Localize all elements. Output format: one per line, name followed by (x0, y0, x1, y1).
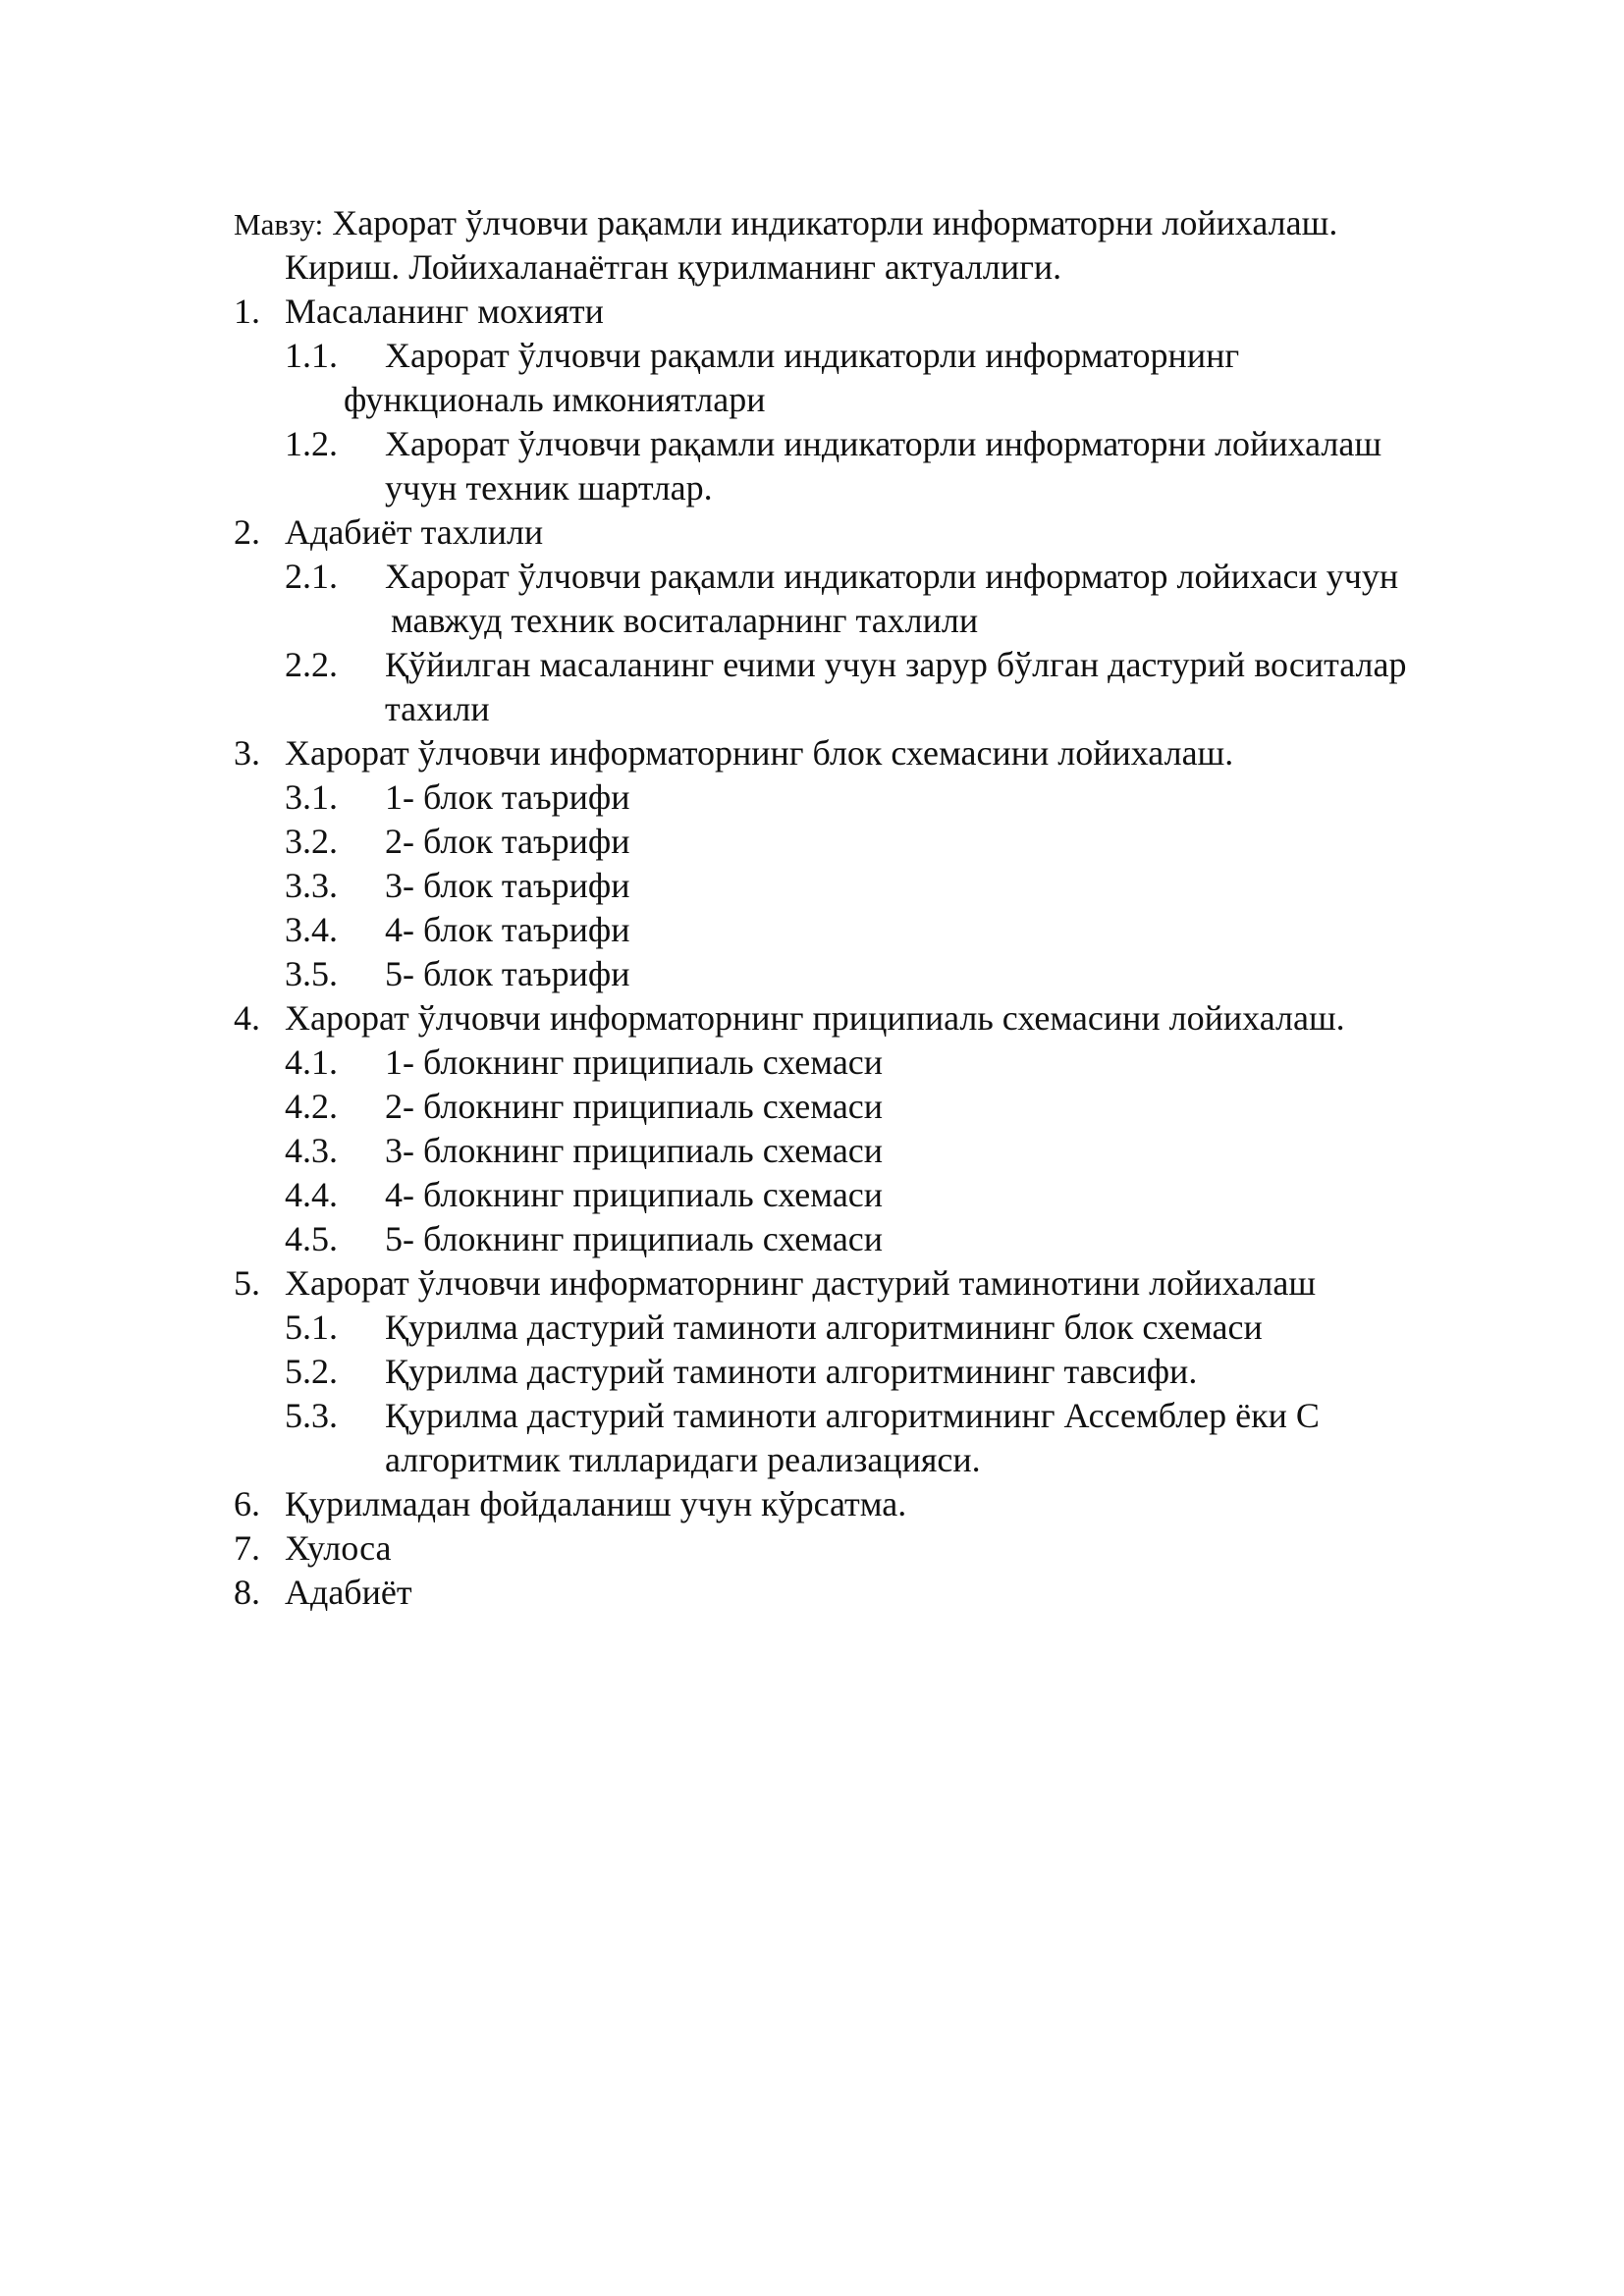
subsection-title: 4- блокнинг приципиаль схемаси (385, 1175, 884, 1214)
subsection-title: Қурилма дастурий таминоти алгоритмининг Ассемблер ёки С (385, 1396, 1320, 1435)
subsection-title: Харорат ўлчовчи рақамли индикаторли информаторни лойихалаш (385, 424, 1382, 463)
section-number: 7. (234, 1528, 260, 1568)
subsection-title: 1- блок таърифи (385, 777, 630, 817)
subsection-title: 4- блок таърифи (385, 910, 630, 949)
subsection-number: 4.2. (285, 1087, 338, 1126)
subsection-number: 3.1. (285, 777, 338, 817)
subsection-number: 2.1. (285, 557, 338, 596)
section-title: Харорат ўлчовчи информаторнинг дастурий таминотини лойихалаш (285, 1263, 1317, 1303)
subsection-number: 4.4. (285, 1175, 338, 1214)
topic-title: Харорат ўлчовчи рақамли индикаторли информаторни лойихалаш. (332, 203, 1338, 242)
section-number: 4. (234, 998, 260, 1038)
subsection-title: 3- блок таърифи (385, 866, 630, 905)
section-title: Адабиёт (285, 1573, 412, 1612)
section-number: 8. (234, 1573, 260, 1612)
subsection-title: Харорат ўлчовчи рақамли индикаторли информатор лойихаси учун (385, 557, 1399, 596)
subsection-number: 3.2. (285, 822, 338, 861)
subsection-title-continued: алгоритмик тилларидаги реализацияси. (385, 1440, 981, 1479)
intro-line: Кириш. Лойихаланаётган қурилманинг актуаллиги. (285, 247, 1062, 287)
topic-line (234, 201, 1337, 246)
subsection-number: 2.2. (285, 645, 338, 684)
section-number: 6. (234, 1484, 260, 1523)
section-number: 2. (234, 512, 260, 552)
section-title: Қурилмадан фойдаланиш учун кўрсатма. (285, 1484, 907, 1523)
subsection-number: 4.1. (285, 1042, 338, 1082)
subsection-title-continued: тахили (385, 689, 490, 728)
subsection-title: 1- блокнинг приципиаль схемаси (385, 1042, 884, 1082)
section-title: Харорат ўлчовчи информаторнинг приципиаль схемасини лойихалаш. (285, 998, 1345, 1038)
subsection-title: Қурилма дастурий таминоти алгоритмининг блок схемаси (385, 1308, 1263, 1347)
subsection-number: 5.3. (285, 1396, 338, 1435)
subsection-number: 3.5. (285, 954, 338, 993)
subsection-title: Қўйилган масаланинг ечими учун зарур бўлган дастурий воситалар (385, 645, 1407, 684)
section-title: Адабиёт тахлили (285, 512, 544, 552)
subsection-title: 3- блокнинг приципиаль схемаси (385, 1131, 884, 1170)
subsection-number: 5.1. (285, 1308, 338, 1347)
subsection-title-continued: учун техник шартлар. (385, 468, 713, 507)
subsection-title: 2- блокнинг приципиаль схемаси (385, 1087, 884, 1126)
subsection-number: 1.2. (285, 424, 338, 463)
subsection-title: Харорат ўлчовчи рақамли индикаторли информаторнинг (385, 336, 1240, 375)
subsection-number: 3.4. (285, 910, 338, 949)
subsection-number: 5.2. (285, 1352, 338, 1391)
subsection-number: 3.3. (285, 866, 338, 905)
subsection-title: 5- блокнинг приципиаль схемаси (385, 1219, 884, 1258)
subsection-title-continued: мавжуд техник воситаларнинг тахлили (391, 601, 979, 640)
section-number: 1. (234, 292, 260, 331)
subsection-number: 4.3. (285, 1131, 338, 1170)
subsection-number: 4.5. (285, 1219, 338, 1258)
subsection-number: 1.1. (285, 336, 338, 375)
section-title: Хулоса (285, 1528, 392, 1568)
section-title: Масаланинг мохияти (285, 292, 604, 331)
topic-label: Мавзу: (234, 207, 324, 241)
subsection-title-continued: функциональ имкониятлари (344, 380, 766, 419)
subsection-title: Қурилма дастурий таминоти алгоритмининг тавсифи. (385, 1352, 1198, 1391)
subsection-title: 2- блок таърифи (385, 822, 630, 861)
section-title: Харорат ўлчовчи информаторнинг блок схемасини лойихалаш. (285, 733, 1234, 773)
section-number: 3. (234, 733, 260, 773)
section-number: 5. (234, 1263, 260, 1303)
subsection-title: 5- блок таърифи (385, 954, 630, 993)
